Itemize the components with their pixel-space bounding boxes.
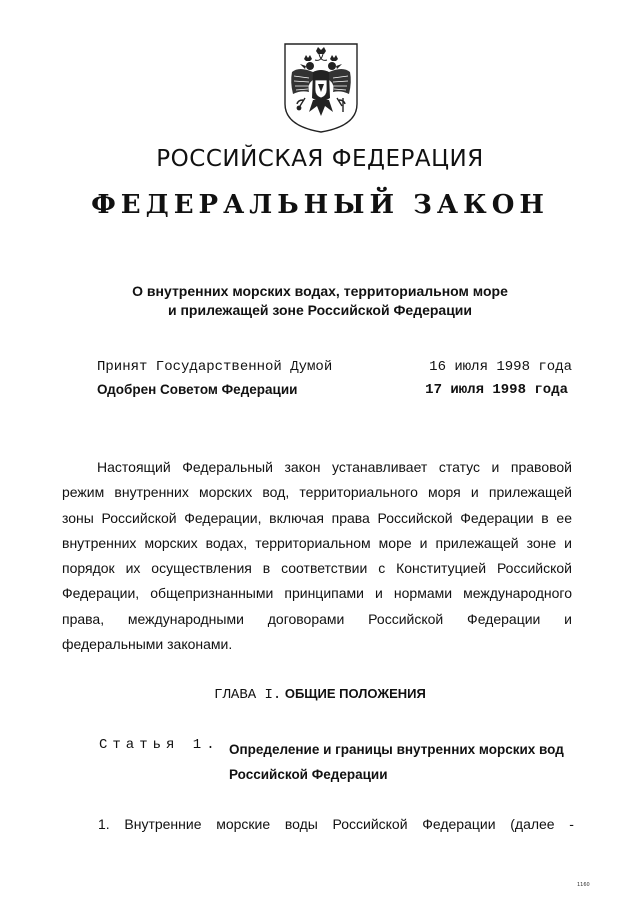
- preamble-line: внутренних морских водах, территориальном море и прилежащей зоне и: [62, 534, 572, 551]
- article-heading: [99, 737, 579, 797]
- clause-word: -: [569, 816, 574, 832]
- clause-word: 1.: [98, 816, 110, 832]
- council-date: 17 июля 1998 года: [425, 382, 568, 398]
- preamble-line: порядок их осуществления в соответствии с Конституцией Российской: [62, 560, 572, 577]
- page-number-mark: 1160: [577, 882, 590, 888]
- law-title-line-2: и прилежащей зоне Российской Федерации: [167, 302, 473, 318]
- duma-date: 16 июля 1998 года: [429, 359, 572, 375]
- adoption-council-row: [97, 382, 572, 398]
- clause-word: Федерации: [422, 816, 496, 832]
- law-title-line-1: О внутренних морских водах, территориальном море: [132, 283, 508, 299]
- chapter-name: ОБЩИЕ ПОЛОЖЕНИЯ: [284, 686, 426, 701]
- clause-word: Российской: [332, 816, 408, 832]
- law-title: [0, 282, 640, 320]
- duma-label: Принят Государственной Думой: [97, 359, 333, 375]
- document-type-heading: ФЕДЕРАЛЬНЫЙ ЗАКОН: [91, 190, 549, 220]
- preamble-paragraph: [0, 455, 640, 657]
- clause-word: (далее: [510, 816, 555, 832]
- clause-1-line: [98, 816, 574, 832]
- article-title-line-2: Российской Федерации: [229, 767, 388, 782]
- clause-word: морские: [216, 816, 271, 832]
- council-label: Одобрен Советом Федерации: [97, 382, 298, 397]
- chapter-heading: [0, 686, 640, 703]
- preamble-line: режим внутренних морских вод, территориального моря и прилежащей: [62, 484, 572, 501]
- article-title-line-1: Определение и границы внутренних морских вод: [229, 742, 564, 757]
- adoption-duma-row: [97, 359, 572, 375]
- preamble-line: Федерации, общепризнанными принципами и нормами международного: [62, 585, 572, 602]
- coat-of-arms-icon: [283, 42, 359, 134]
- country-heading: РОССИЙСКАЯ ФЕДЕРАЦИЯ: [156, 146, 484, 172]
- preamble-line: Настоящий Федеральный закон устанавливает статус и правовой: [97, 459, 572, 475]
- clause-word: Внутренние: [124, 816, 202, 832]
- preamble-line: права, международными договорами Российской Федерации и: [62, 610, 572, 627]
- preamble-line: зоны Российской Федерации, включая права Российской Федерации в ее: [62, 509, 572, 526]
- preamble-line: федеральными законами.: [62, 636, 233, 653]
- chapter-number: ГЛАВА I.: [214, 687, 282, 703]
- article-title: [229, 737, 574, 787]
- clause-word: воды: [284, 816, 318, 832]
- article-label: Статья 1.: [99, 737, 220, 753]
